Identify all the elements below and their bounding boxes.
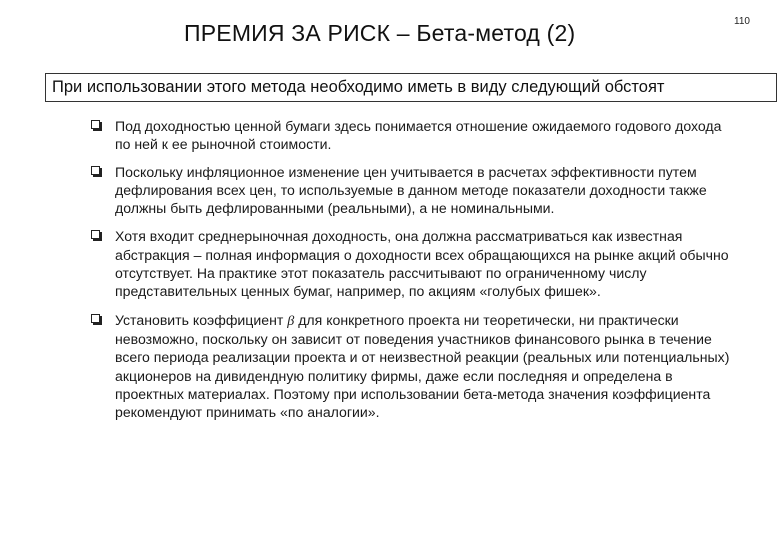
checkbox-bullet-icon (91, 166, 100, 175)
page-number: 110 (734, 16, 750, 27)
subtitle-text: При использовании этого метода необходимо иметь в виду следующий обстоят (52, 78, 665, 96)
bullet-item (91, 311, 731, 422)
beta-symbol: β (287, 312, 295, 329)
bullet-list (91, 117, 731, 430)
bullet-item (91, 163, 731, 218)
subtitle-box (45, 73, 777, 102)
bullet-item (91, 227, 731, 300)
bullet-text-before: Установить коэффициент (115, 311, 288, 328)
bullet-item (91, 117, 731, 154)
bullet-text-after: для конкретного проекта ни теоретически, ни практически невозможно, поскольку он зависит от поведения участников финансового рынка в течение всего периода реализации проекта и от неизвестной реакции (реальных или потенциальных) акционеров на дивидендную политику фирмы, даже если последняя и определена в проектных материалах. Поэтому при использовании бета-метода значения коэффициента рекомендуют принимать «по аналогии». (115, 311, 730, 421)
slide-title: ПРЕМИЯ ЗА РИСК – Бета-метод (2) (184, 20, 576, 46)
checkbox-bullet-icon (91, 314, 100, 323)
bullet-text: Хотя входит среднерыночная доходность, она должна рассматриваться как известная абстракция – полная информация о доходности всех обращающихся на рынке акций обычно отсутствует. На практике этот показатель рассчитывают по ограниченному числу представительных ценных бумаг, например, по акциям «голубых фишек». (115, 228, 729, 300)
bullet-text: Под доходностью ценной бумаги здесь понимается отношение ожидаемого годового дохода по ней к ее рыночной стоимости. (115, 118, 722, 153)
bullet-text: Поскольку инфляционное изменение цен учитывается в расчетах эффективности путем дефлирования всех цен, то используемые в данном методе показатели доходности также должны быть дефлированными (реальными), а не номинальными. (115, 163, 707, 217)
checkbox-bullet-icon (91, 120, 100, 129)
checkbox-bullet-icon (91, 230, 100, 239)
